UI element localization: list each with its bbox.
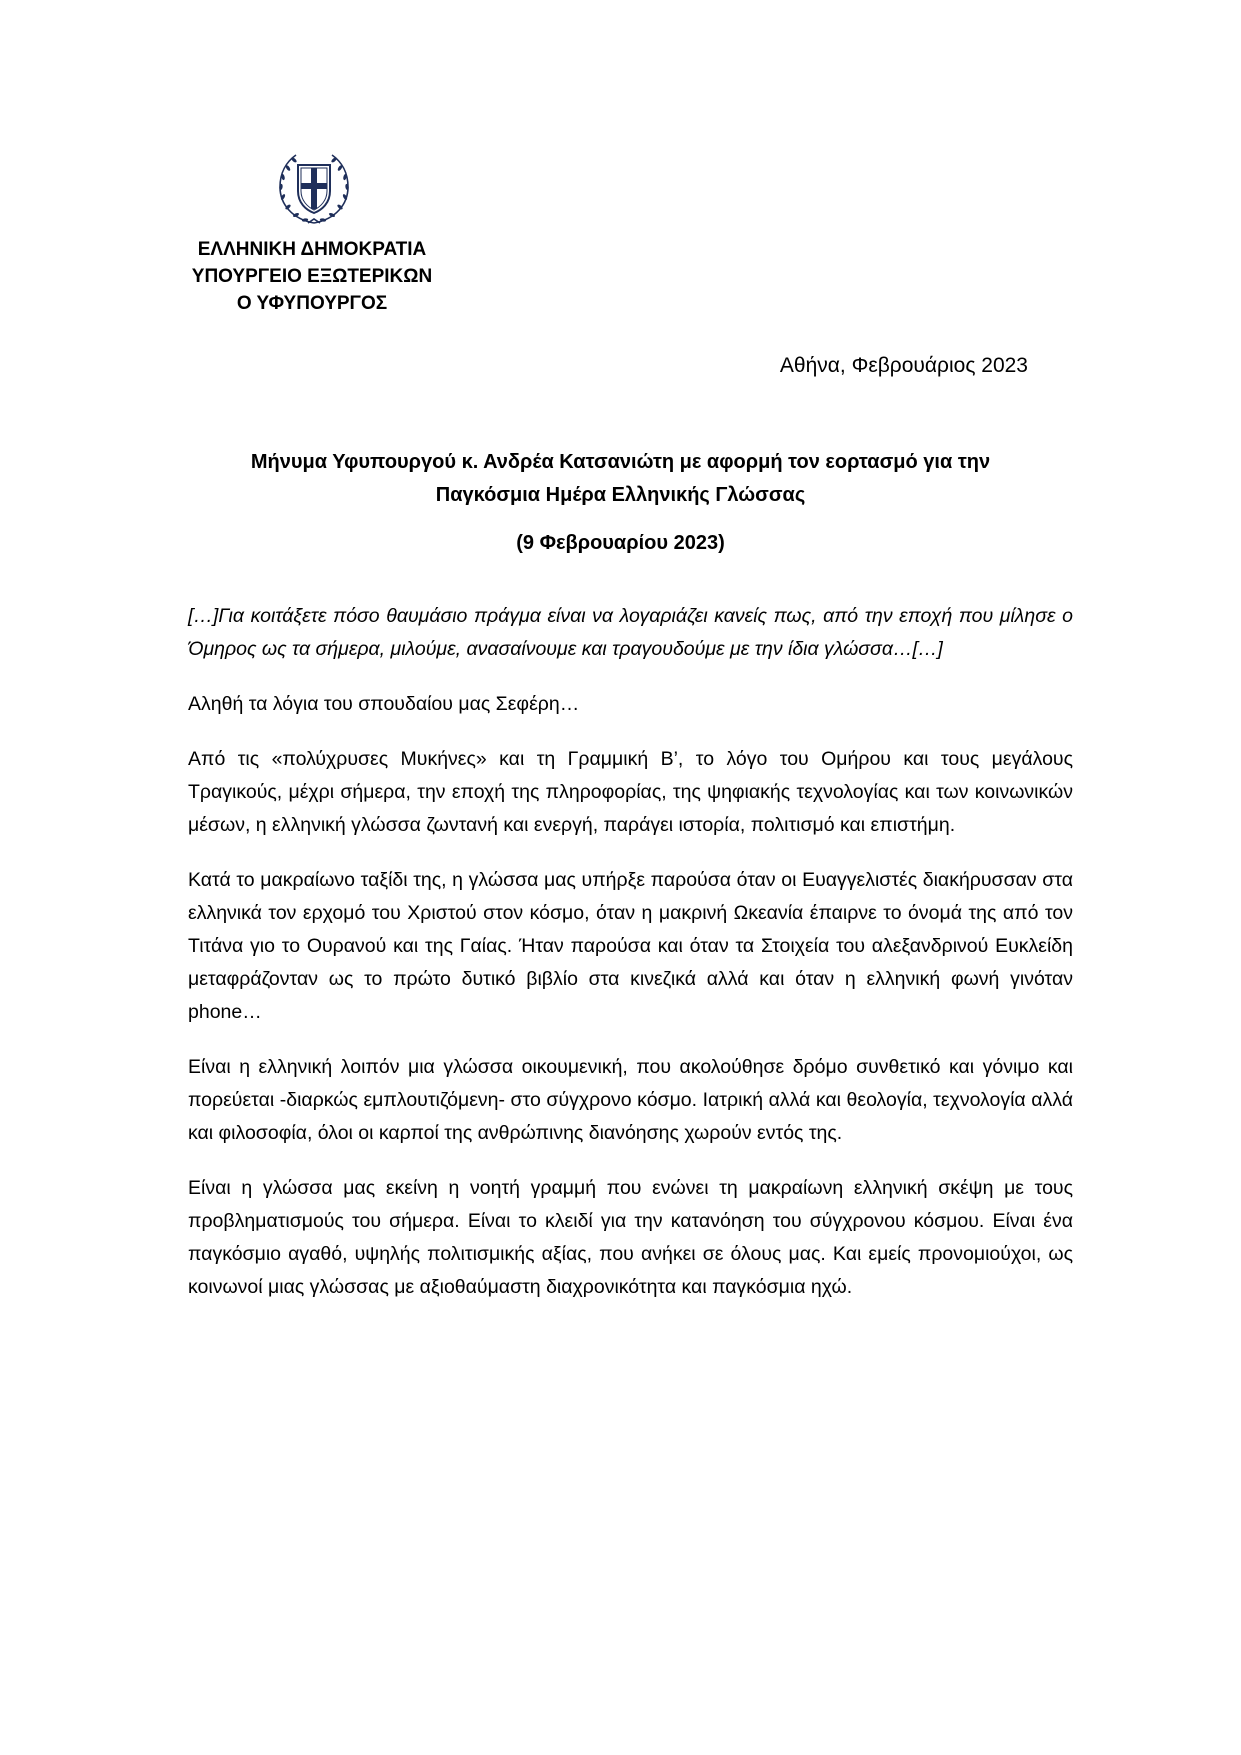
letterhead [176, 236, 448, 317]
body-paragraph: Κατά το μακραίωνο ταξίδι της, η γλώσσα μας υπήρξε παρούσα όταν οι Ευαγγελιστές διακήρυσσαν στα ελληνικά τον ερχομό του Χριστού στον κόσμο, όταν η μακρινή Ωκεανία έπαιρνε το όνομά της από τον Τιτάνα γιο το Ουρανού και της Γαίας. Ήταν παρούσα και όταν τα Στοιχεία του αλεξανδρινού Ευκλείδη μεταφράζονταν ως το πρώτο δυτικό βιβλίο στα κινεζικά αλλά και όταν η ελληνική φωνή γινόταν phone… [188, 869, 1073, 1023]
letterhead-ministry: ΥΠΟΥΡΓΕΙΟ ΕΞΩΤΕΡΙΚΩΝ [191, 266, 433, 287]
body-paragraph: Αληθή τα λόγια του σπουδαίου μας Σεφέρη… [188, 693, 580, 715]
message-body [188, 600, 1073, 1326]
letterhead-office: Ο ΥΦΥΠΟΥΡΓΟΣ [236, 293, 388, 314]
title-line-1: Μήνυμα Υφυπουργού κ. Ανδρέα Κατσανιώτη με αφορμή τον εορτασμό για την [250, 451, 991, 473]
document-title [150, 446, 1091, 512]
greek-coat-of-arms-icon [274, 149, 354, 229]
body-paragraph: Είναι η ελληνική λοιπόν μια γλώσσα οικουμενική, που ακολούθησε δρόμο συνθετικό και γόνιμο και πορεύεται -διαρκώς εμπλουτιζόμενη- στο σύγχρονο κόσμο. Ιατρική αλλά και θεολογία, τεχνολογία αλλά και φιλοσοφία, όλοι οι καρποί της ανθρώπινης διανόησης χωρούν εντός της. [188, 1056, 1073, 1144]
quote-paragraph: […]Για κοιτάξετε πόσο θαυμάσιο πράγμα είναι να λογαριάζει κανείς πως, από την εποχή που μίλησε ο Όμηρος ως τα σήμερα, μιλούμε, ανασαίνουμε και τραγουδούμε με την ίδια γλώσσα…[…] [188, 605, 1073, 660]
body-paragraph: Από τις «πολύχρυσες Μυκήνες» και τη Γραμμική Β’, το λόγο του Ομήρου και τους μεγάλους Τραγικούς, μέχρι σήμερα, την εποχή της πληροφορίας, της ψηφιακής τεχνολογίας και των κοινωνικών μέσων, η ελληνική γλώσσα ζωντανή και ενεργή, παράγει ιστορία, πολιτισμό και επιστήμη. [188, 748, 1073, 836]
place-date: Αθήνα, Φεβρουάριος 2023 [779, 354, 1028, 377]
letterhead-country: ΕΛΛΗΝΙΚΗ ΔΗΜΟΚΡΑΤΙΑ [197, 239, 427, 260]
body-paragraph: Είναι η γλώσσα μας εκείνη η νοητή γραμμή που ενώνει τη μακραίωνη ελληνική σκέψη με τους προβληματισμούς του σήμερα. Είναι το κλειδί για την κατανόηση του σύγχρονου κόσμου. Είναι ένα παγκόσμιο αγαθό, υψηλής πολιτισμικής αξίας, που ανήκει σε όλους μας. Και εμείς προνομιούχοι, ως κοινωνοί μιας γλώσσας με αξιοθαύμαστη διαχρονικότητα και παγκόσμια ηχώ. [188, 1177, 1073, 1298]
title-line-2: Παγκόσμια Ημέρα Ελληνικής Γλώσσας [435, 484, 806, 506]
title-date: (9 Φεβρουαρίου 2023) [516, 532, 725, 554]
